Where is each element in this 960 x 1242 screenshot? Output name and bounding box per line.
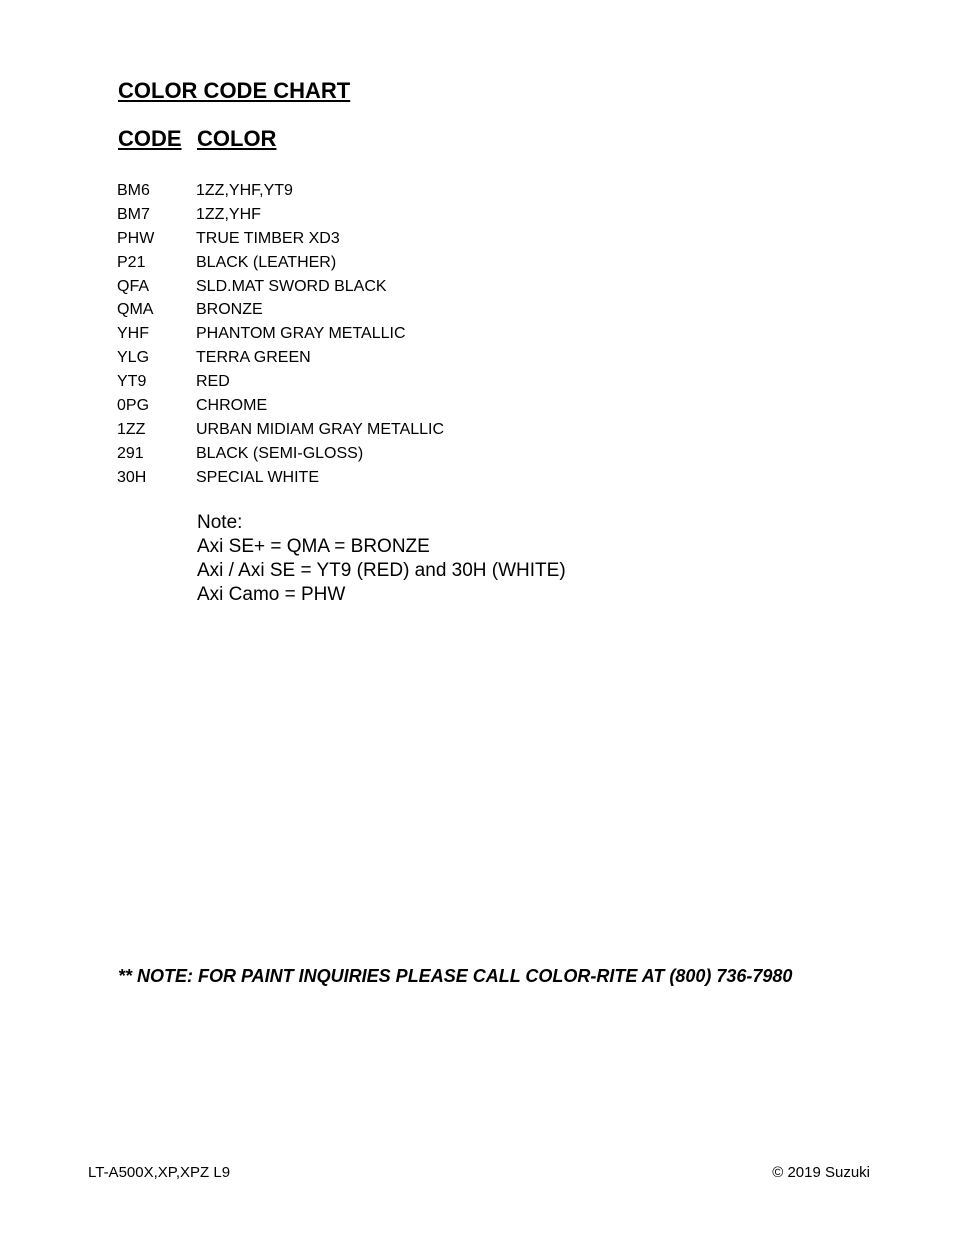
note-line: Axi SE+ = QMA = BRONZE [197, 536, 430, 557]
table-row [117, 203, 717, 227]
footer-copyright: © 2019 Suzuki [772, 1164, 870, 1181]
note-heading: Note: [197, 512, 243, 533]
paint-inquiry-note: ** NOTE: FOR PAINT INQUIRIES PLEASE CALL COLOR-RITE AT (800) 736-7980 [118, 966, 793, 986]
row-color: BRONZE [196, 301, 263, 319]
color-code-table [117, 179, 717, 490]
table-row [117, 251, 717, 275]
table-row [117, 442, 717, 466]
code-column-header: CODE [118, 126, 182, 151]
row-code: YLG [117, 349, 150, 367]
color-column-header: COLOR [197, 126, 277, 151]
row-color: RED [196, 373, 230, 391]
table-row [117, 179, 717, 203]
row-color: BLACK (LEATHER) [196, 253, 337, 271]
footer-model: LT-A500X,XP,XPZ L9 [88, 1164, 231, 1181]
table-row [117, 418, 717, 442]
row-code: QFA [117, 277, 150, 295]
row-code: 1ZZ [117, 420, 146, 438]
row-color: TERRA GREEN [196, 349, 311, 367]
row-code: BM7 [117, 205, 150, 223]
row-color: SLD.MAT SWORD BLACK [196, 277, 387, 295]
page-title: COLOR CODE CHART [118, 78, 351, 103]
row-color: TRUE TIMBER XD3 [196, 229, 340, 247]
table-row [117, 275, 717, 299]
model-note [197, 511, 566, 607]
table-row [117, 370, 717, 394]
row-code: YT9 [117, 373, 147, 391]
note-line: Axi Camo = PHW [197, 584, 346, 605]
table-row [117, 346, 717, 370]
row-code: BM6 [117, 182, 150, 199]
row-code: 30H [117, 468, 147, 486]
row-color: URBAN MIDIAM GRAY METALLIC [196, 420, 445, 438]
table-row [117, 298, 717, 322]
row-color: 1ZZ,YHF,YT9 [196, 182, 293, 199]
row-color: PHANTOM GRAY METALLIC [196, 325, 406, 343]
row-color: 1ZZ,YHF [196, 205, 261, 223]
note-line: Axi / Axi SE = YT9 (RED) and 30H (WHITE) [197, 560, 566, 581]
row-code: PHW [117, 229, 155, 247]
row-code: YHF [117, 325, 149, 343]
table-row [117, 322, 717, 346]
row-color: BLACK (SEMI-GLOSS) [196, 444, 364, 462]
row-code: 0PG [117, 397, 150, 415]
row-code: 291 [117, 444, 144, 462]
table-row [117, 466, 717, 490]
row-code: QMA [117, 301, 154, 319]
row-color: SPECIAL WHITE [196, 468, 319, 486]
row-code: P21 [117, 253, 146, 271]
row-color: CHROME [196, 397, 268, 415]
table-row [117, 227, 717, 251]
table-row [117, 394, 717, 418]
